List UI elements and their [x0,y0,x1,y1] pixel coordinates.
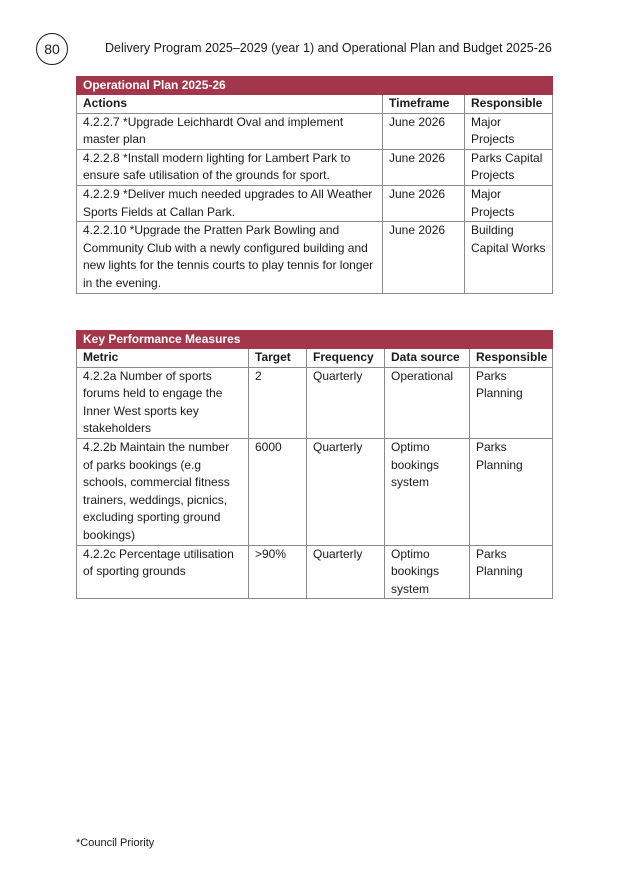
table-row [77,545,553,599]
column-header: Responsible [470,349,553,368]
timeframe-cell: June 2026 [383,222,465,293]
table-header-row [77,95,553,114]
timeframe-cell: June 2026 [383,113,465,149]
column-header: Timeframe [383,95,465,114]
action-cell: 4.2.2.9 *Deliver much needed upgrades to All Weather Sports Fields at Callan Park. [77,185,383,221]
timeframe-cell: June 2026 [383,149,465,185]
metric-cell: 4.2.2a Number of sports forums held to engage the Inner West sports key stakeholders [77,367,249,438]
page-header-title: Delivery Program 2025–2029 (year 1) and Operational Plan and Budget 2025-26 [105,41,552,55]
metric-cell: 4.2.2b Maintain the number of parks bookings (e.g schools, commercial fitness trainers, weddings, picnics, excluding sporting ground bookings) [77,438,249,545]
data-source-cell: Operational [385,367,470,438]
data-source-cell: Optimo bookings system [385,545,470,599]
table-row [77,438,553,545]
responsible-cell: Parks Planning [470,367,553,438]
column-header: Frequency [307,349,385,368]
action-cell: 4.2.2.7 *Upgrade Leichhardt Oval and implement master plan [77,113,383,149]
table-row [77,222,553,293]
column-header: Target [249,349,307,368]
table-row [77,149,553,185]
table-header-row [77,349,553,368]
metric-cell: 4.2.2c Percentage utilisation of sporting grounds [77,545,249,599]
footnote: *Council Priority [76,837,155,849]
key-performance-measures-table [76,330,553,599]
action-cell: 4.2.2.10 *Upgrade the Pratten Park Bowling and Community Club with a newly configured building and new lights for the tennis courts to play tennis for longer in the evening. [77,222,383,293]
operational-plan-title: Operational Plan 2025-26 [77,77,553,95]
responsible-cell: Major Projects [465,113,553,149]
target-cell: 2 [249,367,307,438]
responsible-cell: Parks Capital Projects [465,149,553,185]
frequency-cell: Quarterly [307,438,385,545]
action-cell: 4.2.2.8 *Install modern lighting for Lambert Park to ensure safe utilisation of the grounds for sport. [77,149,383,185]
page-number: 80 [36,33,68,65]
column-header: Actions [77,95,383,114]
data-source-cell: Optimo bookings system [385,438,470,545]
responsible-cell: Major Projects [465,185,553,221]
responsible-cell: Parks Planning [470,545,553,599]
responsible-cell: Parks Planning [470,438,553,545]
table-row [77,185,553,221]
kpm-title: Key Performance Measures [77,331,553,349]
timeframe-cell: June 2026 [383,185,465,221]
frequency-cell: Quarterly [307,545,385,599]
table-row [77,367,553,438]
frequency-cell: Quarterly [307,367,385,438]
column-header: Data source [385,349,470,368]
table-row [77,113,553,149]
operational-plan-table [76,76,553,294]
target-cell: >90% [249,545,307,599]
responsible-cell: Building Capital Works [465,222,553,293]
column-header: Metric [77,349,249,368]
column-header: Responsible [465,95,553,114]
target-cell: 6000 [249,438,307,545]
